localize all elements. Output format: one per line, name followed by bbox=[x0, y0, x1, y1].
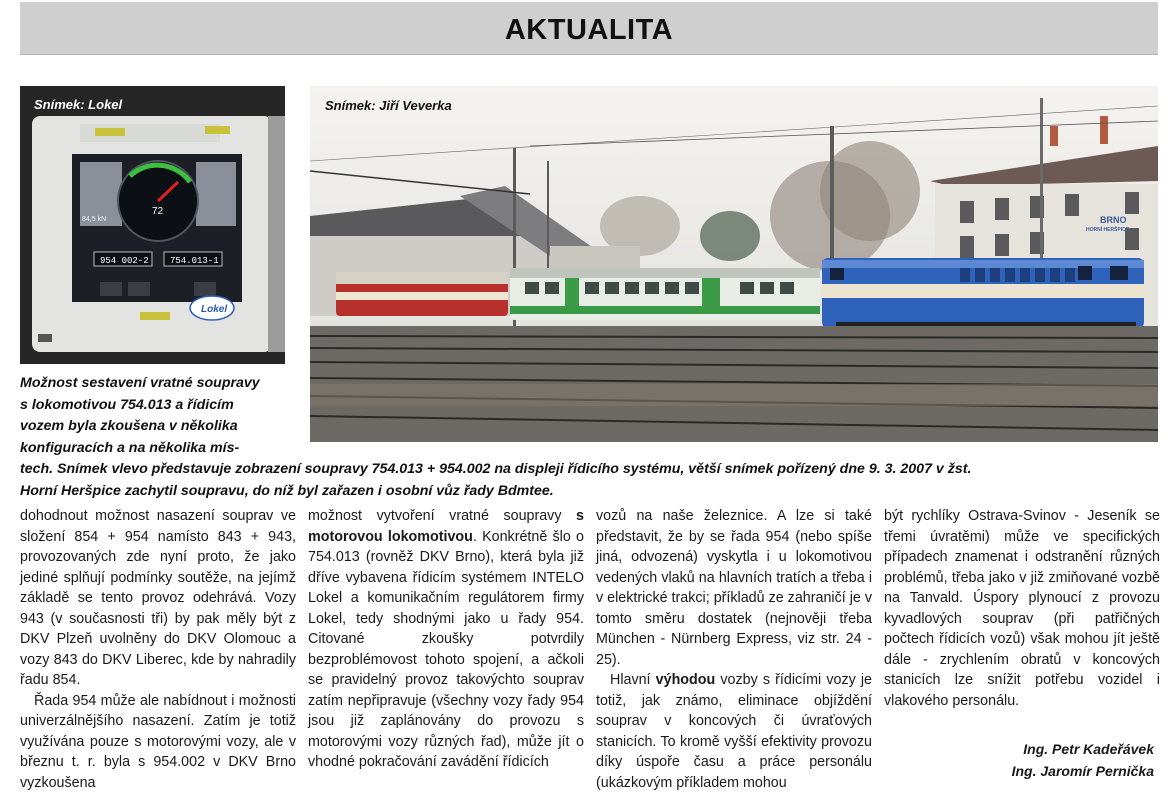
display-box-954: 954 002-2 bbox=[100, 256, 149, 266]
article-column-1 bbox=[20, 506, 296, 793]
article-column-4 bbox=[884, 506, 1160, 711]
paragraph: vozů na naše železnice. A lze si také představit, že by se řada 954 (nebo spíše jiná, odvozená) vyskytla i u lokomotivou vedených vlaků na hlavních tratích a třeba i v elektrické trakci; příkladů ze zahraničí je v tomto směru dostatek (nejnověji třeba München - Nürnberg Express, viz str. 24 - 25). bbox=[596, 506, 872, 670]
section-title: AKTUALITA bbox=[20, 14, 1158, 47]
station-sign-brno: BRNO bbox=[1100, 215, 1127, 225]
photo-caption bbox=[20, 373, 1160, 502]
caption-line: konfiguracích a na několika mís- bbox=[20, 438, 1160, 460]
bold-phrase: s motorovou lokomotivou bbox=[308, 508, 584, 545]
text-run: možnost vytvoření vratné soupravy bbox=[308, 508, 576, 524]
caption-line: s lokomotivou 754.013 a řídicím bbox=[20, 395, 1160, 417]
paragraph: dohodnout možnost nasazení souprav ve složení 854 + 954 namísto 843 + 943, provozovaných zde nyní proto, že jako jediné splňují podmínky soutěže, na jejímž základě se tento provoz odehrává. Vozy 943 (v současnosti tři) by pak měly být z DKV Plzeň uvolněny do DKV Olomouc a vozy 843 do DKV Liberec, kde by nahradily řadu 854. bbox=[20, 506, 296, 691]
bold-phrase: výhodou bbox=[656, 672, 716, 688]
caption-line: Možnost sestavení vratné soupravy bbox=[20, 373, 1160, 395]
author-signature bbox=[1012, 738, 1154, 782]
text-run: Hlavní bbox=[610, 672, 656, 688]
section-header bbox=[20, 2, 1158, 55]
author-name: Ing. Jaromír Pernička bbox=[1012, 760, 1154, 782]
display-illustration bbox=[20, 86, 285, 364]
caption-line: tech. Snímek vlevo představuje zobrazení soupravy 754.013 + 954.002 na displeji řídicího systému, větší snímek pořízený dne 9. 3. 2007 v žst. bbox=[20, 459, 1160, 481]
caption-line: vozem byla zkoušena v několika bbox=[20, 416, 1160, 438]
paragraph: být rychlíky Ostrava-Svinov - Jeseník se třemi úvratěmi) může ve specifických případech znamenat i odstranění různých problémů, třeba jako v již zmiňované vozbě na Tanvald. Úspory plynoucí z provozu kyvadlových souprav (při patřičných počtech řídicích vozů) však mohou jít ještě dále - zrychlením obratů v koncových stanicích lze snížit potřebu vozidel i vlakového personálu. bbox=[884, 506, 1160, 711]
station-sign-herspice: HORNÍ HERŠPICE bbox=[1086, 225, 1130, 233]
text-run: vozby s řídicími vozy je totiž, jak známo, eliminace objíždění souprav v koncových či úvraťových stanicích. To kromě vyšší efektivity provozu díky úspoře času a práce personálu (ukázkovým příkladem mohou bbox=[596, 672, 872, 791]
display-box-754: 754.013-1 bbox=[170, 256, 219, 266]
display-force-readout: 84,5 kN bbox=[82, 216, 106, 223]
display-speed-readout: 72 bbox=[152, 206, 164, 217]
paragraph bbox=[596, 670, 872, 793]
article-column-2 bbox=[308, 506, 584, 773]
lokel-logo: Lokel bbox=[201, 304, 227, 315]
article-column-3 bbox=[596, 506, 872, 793]
photo-credit-left: Snímek: Lokel bbox=[34, 97, 122, 112]
caption-line: Horní Heršpice zachytil soupravu, do níž byl zařazen i osobní vůz řady Bdmtee. bbox=[20, 481, 1160, 503]
photo-credit-main: Snímek: Jiří Veverka bbox=[325, 98, 452, 113]
text-run: . Konkrétně šlo o 754.013 (rovněž DKV Brno), která byla již dříve vybavena řídicím systémem INTELO Lokel a komunikačním regulátorem firmy Lokel, tedy shodnými jako u řady 954. Citované zkoušky potvrdily bezproblémovost tohoto spojení, a ačkoli se pravidelný provoz takovýchto souprav zatím nepřipravuje (všechny vozy řady 954 jsou již zaplánovány do provozu s motorovými vozy různých řad), může jít o vhodné pokračování zavádění řídicích bbox=[308, 529, 584, 771]
author-name: Ing. Petr Kadeřávek bbox=[1012, 738, 1154, 760]
photo-control-display bbox=[20, 86, 285, 364]
paragraph: Řada 954 může ale nabídnout i možnosti univerzálnějšího nasazení. Zatím je totiž využívána pouze s motorovými vozy, ale v březnu t. r. byla s 954.002 v DKV Brno vyzkoušena bbox=[20, 691, 296, 793]
paragraph bbox=[308, 506, 584, 773]
